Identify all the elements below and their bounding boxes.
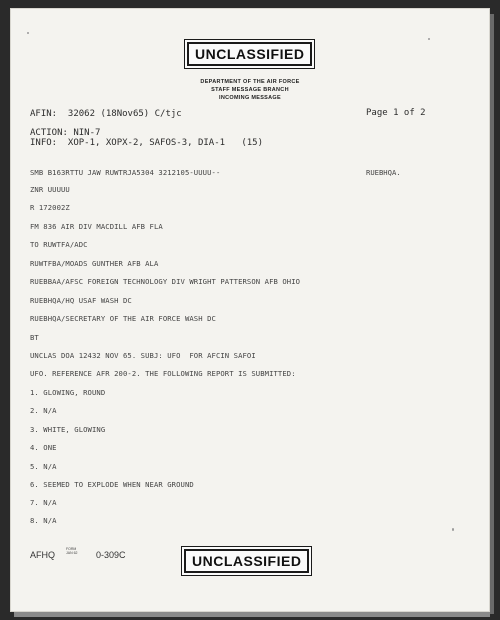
- message-line: UNCLAS DOA 12432 NOV 65. SUBJ: UFO FOR AFCIN SAFOI: [30, 351, 256, 360]
- page-edge-shadow: [14, 612, 490, 617]
- scan-speck: [428, 38, 430, 40]
- footer-form-date: [66, 547, 80, 555]
- message-line: 3. WHITE, GLOWING: [30, 425, 106, 434]
- footer-form-code: 0-309C: [96, 550, 126, 560]
- message-line: FM 836 AIR DIV MACDILL AFB FLA: [30, 222, 163, 231]
- message-line: BT: [30, 333, 39, 342]
- message-line: 4. ONE: [30, 443, 57, 452]
- routing-code: RUEBHQA.: [366, 168, 401, 177]
- afin-line: AFIN: 32062 (18Nov65) C/tjc: [30, 109, 182, 119]
- message-line: 7. N/A: [30, 498, 57, 507]
- message-line: 1. GLOWING, ROUND: [30, 388, 106, 397]
- message-line: 6. SEEMED TO EXPLODE WHEN NEAR GROUND: [30, 480, 194, 489]
- page-number: Page 1 of 2: [366, 108, 426, 118]
- message-line: UFO. REFERENCE AFR 200-2. THE FOLLOWING REPORT IS SUBMITTED:: [30, 369, 296, 378]
- page-edge-shadow-right: [490, 14, 494, 614]
- info-line: INFO: XOP-1, XOPX-2, SAFOS-3, DIA-1 (15): [30, 138, 263, 148]
- message-line: TO RUWTFA/ADC: [30, 240, 88, 249]
- message-line: RUEBHQA/SECRETARY OF THE AIR FORCE WASH DC: [30, 314, 216, 323]
- footer-form-label: AFHQ: [30, 550, 56, 560]
- action-line: ACTION: NIN-7: [30, 128, 101, 138]
- message-line: ZNR UUUUU: [30, 185, 70, 194]
- header-branch: STAFF MESSAGE BRANCH: [211, 87, 289, 93]
- message-line: RUWTFBA/MOADS GUNTHER AFB ALA: [30, 259, 159, 268]
- message-line: RUEBBAA/AFSC FOREIGN TECHNOLOGY DIV WRIGHT PATTERSON AFB OHIO: [30, 277, 301, 286]
- message-line: R 172002Z: [30, 203, 70, 212]
- header-type: INCOMING MESSAGE: [219, 95, 281, 101]
- message-line: 5. N/A: [30, 462, 57, 471]
- header-department: DEPARTMENT OF THE AIR FORCE: [200, 79, 300, 85]
- classification-stamp-top: UNCLASSIFIED: [187, 42, 312, 66]
- message-header: [0, 78, 500, 102]
- message-line: RUEBHQA/HQ USAF WASH DC: [30, 296, 132, 305]
- message-line: 8. N/A: [30, 516, 57, 525]
- scan-speck: [27, 32, 29, 34]
- scan-speck: [452, 528, 454, 531]
- message-line: SMB B163RTTU JAW RUWTRJA5304 3212105-UUUU--: [30, 168, 221, 177]
- footer-tiny-line: JAN 62: [66, 551, 78, 555]
- footer-tiny-line: FORM: [66, 547, 77, 551]
- classification-stamp-bottom: UNCLASSIFIED: [184, 549, 309, 573]
- message-line: 2. N/A: [30, 406, 57, 415]
